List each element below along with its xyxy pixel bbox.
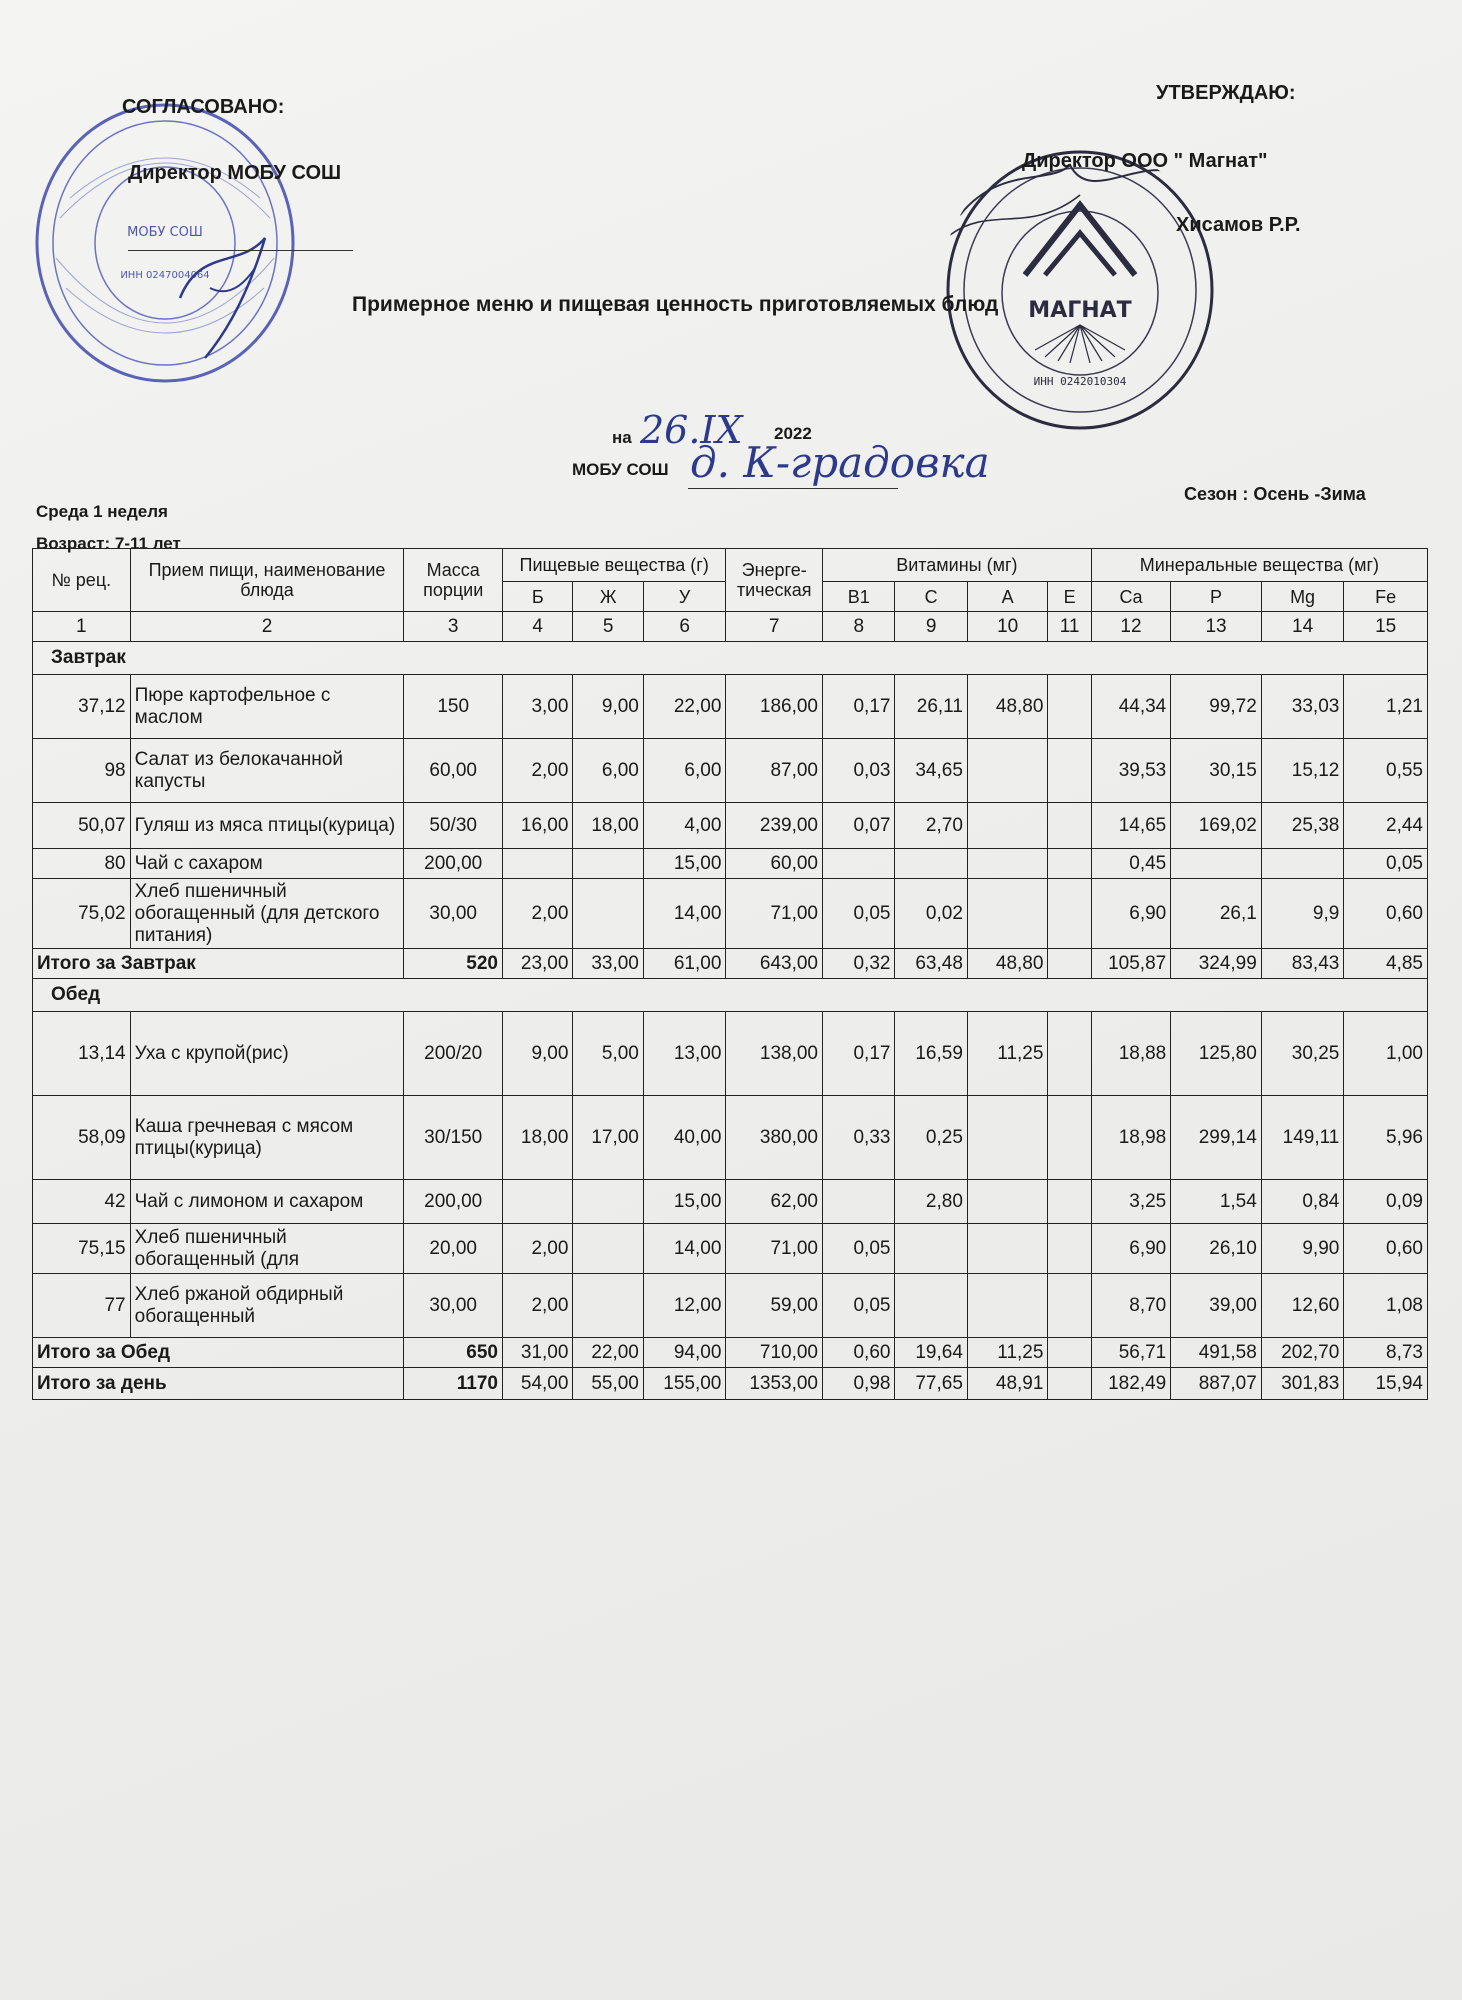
table-cell: 15,00	[643, 1180, 726, 1224]
table-cell: 50,07	[33, 803, 131, 849]
total-cell	[1048, 949, 1091, 979]
table-cell: 0,05	[823, 879, 895, 949]
table-cell: 2,00	[503, 1224, 573, 1274]
table-cell	[573, 1180, 643, 1224]
table-cell: 12,00	[643, 1274, 726, 1338]
column-number: 15	[1344, 612, 1428, 642]
table-cell: 0,02	[895, 879, 967, 949]
date-prefix: на	[612, 428, 632, 447]
header-b: Б	[503, 582, 573, 612]
header-a: А	[967, 582, 1048, 612]
table-cell: 125,80	[1171, 1012, 1262, 1096]
table-cell: 169,02	[1171, 803, 1262, 849]
table-cell	[1048, 1224, 1091, 1274]
total-cell: 887,07	[1171, 1368, 1262, 1400]
table-cell: 18,00	[503, 1096, 573, 1180]
table-cell	[573, 1224, 643, 1274]
handwritten-date: 26.IX	[640, 408, 743, 452]
table-cell: 33,03	[1261, 675, 1344, 739]
document-title: Примерное меню и пищевая ценность приготовляемых блюд	[352, 293, 999, 316]
table-cell: 9,90	[1261, 1224, 1344, 1274]
total-cell: 48,80	[967, 949, 1048, 979]
table-cell: 0,17	[823, 1012, 895, 1096]
svg-text:МАГНАТ: МАГНАТ	[1028, 298, 1132, 323]
table-cell	[1261, 849, 1344, 879]
table-cell: 6,00	[643, 739, 726, 803]
dish-name: Чай с сахаром	[130, 849, 404, 879]
header-fe: Fe	[1344, 582, 1428, 612]
company-stamp	[940, 145, 1220, 435]
dish-name: Хлеб пшеничный обогащенный (для детского питания)	[130, 879, 404, 949]
table-cell: 0,33	[823, 1096, 895, 1180]
column-number: 3	[404, 612, 503, 642]
table-cell: 1,21	[1344, 675, 1428, 739]
day-label: Среда 1 неделя	[36, 502, 168, 521]
total-cell: 491,58	[1171, 1338, 1262, 1368]
table-cell: 22,00	[643, 675, 726, 739]
table-cell: 58,09	[33, 1096, 131, 1180]
total-cell: 15,94	[1344, 1368, 1428, 1400]
table-cell: 39,53	[1091, 739, 1171, 803]
table-cell: 75,15	[33, 1224, 131, 1274]
dish-name: Уха с крупой(рис)	[130, 1012, 404, 1096]
total-mass: 650	[404, 1338, 503, 1368]
total-cell: 48,91	[967, 1368, 1048, 1400]
table-cell: 3,00	[503, 675, 573, 739]
table-cell: 0,09	[1344, 1180, 1428, 1224]
table-cell: 25,38	[1261, 803, 1344, 849]
table-cell: 98	[33, 739, 131, 803]
school-stamp	[30, 98, 300, 388]
table-cell: 48,80	[967, 675, 1048, 739]
table-cell: 6,90	[1091, 879, 1171, 949]
total-cell: 54,00	[503, 1368, 573, 1400]
table-cell: 0,60	[1344, 1224, 1428, 1274]
school-prefix: МОБУ СОШ	[572, 460, 669, 479]
table-cell: 0,45	[1091, 849, 1171, 879]
table-cell: 62,00	[726, 1180, 823, 1224]
table-row	[33, 1274, 1428, 1338]
table-cell: 9,00	[573, 675, 643, 739]
header-mg: Mg	[1261, 582, 1344, 612]
table-cell	[1048, 1012, 1091, 1096]
table-cell	[1171, 849, 1262, 879]
table-cell: 80	[33, 849, 131, 879]
total-cell: 105,87	[1091, 949, 1171, 979]
header-zh: Ж	[573, 582, 643, 612]
table-cell: 42	[33, 1180, 131, 1224]
column-number-row	[33, 612, 1428, 642]
table-cell: 6,90	[1091, 1224, 1171, 1274]
table-cell: 0,84	[1261, 1180, 1344, 1224]
column-number: 8	[823, 612, 895, 642]
table-cell: 30/150	[404, 1096, 503, 1180]
column-number: 14	[1261, 612, 1344, 642]
table-cell: 71,00	[726, 879, 823, 949]
table-cell: 12,60	[1261, 1274, 1344, 1338]
right-approver-name: Хисамов Р.Р.	[1176, 214, 1301, 236]
table-cell	[1048, 739, 1091, 803]
total-cell: 8,73	[1344, 1338, 1428, 1368]
table-cell	[503, 1180, 573, 1224]
table-cell: 87,00	[726, 739, 823, 803]
table-cell: 2,00	[503, 739, 573, 803]
total-mass: 1170	[404, 1368, 503, 1400]
total-cell: 33,00	[573, 949, 643, 979]
menu-table	[32, 548, 1428, 1400]
total-cell: 710,00	[726, 1338, 823, 1368]
total-row	[33, 1368, 1428, 1400]
table-cell: 8,70	[1091, 1274, 1171, 1338]
table-cell: 6,00	[573, 739, 643, 803]
table-cell: 3,25	[1091, 1180, 1171, 1224]
header-nutrients: Пищевые вещества (г)	[503, 549, 726, 582]
table-cell	[1048, 849, 1091, 879]
table-cell: 18,00	[573, 803, 643, 849]
total-label: Итого за день	[33, 1368, 404, 1400]
table-row	[33, 1096, 1428, 1180]
table-cell	[1048, 879, 1091, 949]
column-number: 7	[726, 612, 823, 642]
column-number: 9	[895, 612, 967, 642]
table-cell: 0,55	[1344, 739, 1428, 803]
table-cell: 44,34	[1091, 675, 1171, 739]
header-num: № рец.	[33, 549, 131, 612]
section-title: Завтрак	[33, 642, 1428, 675]
header-minerals: Минеральные вещества (мг)	[1091, 549, 1427, 582]
table-cell: 18,98	[1091, 1096, 1171, 1180]
table-cell	[967, 1180, 1048, 1224]
table-cell: 26,11	[895, 675, 967, 739]
table-cell: 1,08	[1344, 1274, 1428, 1338]
table-cell	[1048, 1180, 1091, 1224]
column-number: 12	[1091, 612, 1171, 642]
total-cell: 55,00	[573, 1368, 643, 1400]
column-number: 5	[573, 612, 643, 642]
total-row	[33, 949, 1428, 979]
section-row	[33, 642, 1428, 675]
table-cell: 37,12	[33, 675, 131, 739]
table-cell: 149,11	[1261, 1096, 1344, 1180]
table-cell: 77	[33, 1274, 131, 1338]
table-row	[33, 739, 1428, 803]
table-cell: 26,1	[1171, 879, 1262, 949]
total-cell: 22,00	[573, 1338, 643, 1368]
total-cell: 11,25	[967, 1338, 1048, 1368]
table-cell	[967, 1274, 1048, 1338]
table-cell: 75,02	[33, 879, 131, 949]
table-cell: 0,05	[823, 1224, 895, 1274]
column-number: 6	[643, 612, 726, 642]
table-cell	[895, 849, 967, 879]
table-cell: 2,70	[895, 803, 967, 849]
table-cell: 20,00	[404, 1224, 503, 1274]
total-cell: 202,70	[1261, 1338, 1344, 1368]
table-cell: 13,00	[643, 1012, 726, 1096]
table-cell: 39,00	[1171, 1274, 1262, 1338]
column-number: 13	[1171, 612, 1262, 642]
table-cell: 0,03	[823, 739, 895, 803]
header-e: Е	[1048, 582, 1091, 612]
total-cell: 61,00	[643, 949, 726, 979]
table-cell: 1,54	[1171, 1180, 1262, 1224]
table-cell	[573, 1274, 643, 1338]
dish-name: Хлеб ржаной обдирный обогащенный	[130, 1274, 404, 1338]
table-cell: 18,88	[1091, 1012, 1171, 1096]
table-cell: 30,00	[404, 879, 503, 949]
table-row	[33, 675, 1428, 739]
column-number: 11	[1048, 612, 1091, 642]
table-cell: 138,00	[726, 1012, 823, 1096]
table-cell: 0,05	[1344, 849, 1428, 879]
table-row	[33, 849, 1428, 879]
total-cell: 0,98	[823, 1368, 895, 1400]
table-cell: 0,05	[823, 1274, 895, 1338]
total-cell: 324,99	[1171, 949, 1262, 979]
table-cell	[967, 803, 1048, 849]
column-number: 10	[967, 612, 1048, 642]
table-cell: 16,59	[895, 1012, 967, 1096]
table-cell: 30,15	[1171, 739, 1262, 803]
table-row	[33, 1012, 1428, 1096]
table-cell	[503, 849, 573, 879]
total-cell: 0,32	[823, 949, 895, 979]
table-cell: 50/30	[404, 803, 503, 849]
table-row	[33, 1224, 1428, 1274]
table-row	[33, 879, 1428, 949]
total-cell: 4,85	[1344, 949, 1428, 979]
table-cell: 9,9	[1261, 879, 1344, 949]
table-cell: 150	[404, 675, 503, 739]
table-cell: 2,80	[895, 1180, 967, 1224]
table-row	[33, 803, 1428, 849]
header-mass: Масса порции	[404, 549, 503, 612]
column-number: 1	[33, 612, 131, 642]
total-cell: 301,83	[1261, 1368, 1344, 1400]
table-cell: 0,07	[823, 803, 895, 849]
table-cell	[967, 1224, 1048, 1274]
table-cell: 0,17	[823, 675, 895, 739]
table-cell: 30,25	[1261, 1012, 1344, 1096]
left-signature-line	[128, 250, 353, 251]
dish-name: Хлеб пшеничный обогащенный (для	[130, 1224, 404, 1274]
total-cell: 56,71	[1091, 1338, 1171, 1368]
table-cell: 30,00	[404, 1274, 503, 1338]
table-cell: 99,72	[1171, 675, 1262, 739]
table-cell	[573, 879, 643, 949]
table-cell: 1,00	[1344, 1012, 1428, 1096]
total-mass: 520	[404, 949, 503, 979]
table-cell	[967, 879, 1048, 949]
table-cell	[895, 1274, 967, 1338]
header-p: P	[1171, 582, 1262, 612]
table-cell: 26,10	[1171, 1224, 1262, 1274]
table-cell	[823, 849, 895, 879]
total-cell	[1048, 1368, 1091, 1400]
table-cell: 200/20	[404, 1012, 503, 1096]
table-cell	[967, 849, 1048, 879]
table-cell: 60,00	[726, 849, 823, 879]
total-cell: 643,00	[726, 949, 823, 979]
total-cell: 23,00	[503, 949, 573, 979]
total-cell: 19,64	[895, 1338, 967, 1368]
table-cell	[967, 1096, 1048, 1180]
right-approval-role: Директор ООО " Магнат"	[1022, 150, 1268, 172]
svg-text:ИНН 0247004064: ИНН 0247004064	[120, 270, 210, 281]
svg-text:МОБУ СОШ: МОБУ СОШ	[127, 225, 203, 240]
table-cell: 60,00	[404, 739, 503, 803]
table-cell: 71,00	[726, 1224, 823, 1274]
table-cell: 200,00	[404, 849, 503, 879]
table-cell	[1048, 803, 1091, 849]
header-b1: В1	[823, 582, 895, 612]
table-cell: 0,25	[895, 1096, 967, 1180]
header-u: У	[643, 582, 726, 612]
total-cell	[1048, 1338, 1091, 1368]
age-label: Возраст: 7-11 лет	[36, 534, 181, 553]
total-cell: 1353,00	[726, 1368, 823, 1400]
table-cell: 380,00	[726, 1096, 823, 1180]
table-cell: 14,00	[643, 879, 726, 949]
header-energy: Энерге-тическая	[726, 549, 823, 612]
table-cell: 186,00	[726, 675, 823, 739]
section-title: Обед	[33, 979, 1428, 1012]
header-vitamins: Витамины (мг)	[823, 549, 1092, 582]
dish-name: Пюре картофельное с маслом	[130, 675, 404, 739]
table-cell: 34,65	[895, 739, 967, 803]
column-number: 2	[130, 612, 404, 642]
svg-text:ИНН 0242010304: ИНН 0242010304	[1033, 375, 1127, 388]
total-cell: 155,00	[643, 1368, 726, 1400]
column-number: 4	[503, 612, 573, 642]
table-cell	[823, 1180, 895, 1224]
table-cell	[895, 1224, 967, 1274]
total-cell: 31,00	[503, 1338, 573, 1368]
table-cell: 299,14	[1171, 1096, 1262, 1180]
total-cell: 182,49	[1091, 1368, 1171, 1400]
total-row	[33, 1338, 1428, 1368]
table-cell: 239,00	[726, 803, 823, 849]
table-cell: 13,14	[33, 1012, 131, 1096]
table-cell: 5,00	[573, 1012, 643, 1096]
table-cell: 17,00	[573, 1096, 643, 1180]
table-cell: 5,96	[1344, 1096, 1428, 1180]
table-cell: 200,00	[404, 1180, 503, 1224]
total-cell: 94,00	[643, 1338, 726, 1368]
total-label: Итого за Завтрак	[33, 949, 404, 979]
right-approval-title: УТВЕРЖДАЮ:	[1156, 82, 1296, 104]
table-cell: 15,12	[1261, 739, 1344, 803]
table-cell: 2,44	[1344, 803, 1428, 849]
school-underline	[688, 488, 898, 489]
table-cell	[967, 739, 1048, 803]
dish-name: Гуляш из мяса птицы(курица)	[130, 803, 404, 849]
total-cell: 0,60	[823, 1338, 895, 1368]
table-cell: 9,00	[503, 1012, 573, 1096]
table-cell	[573, 849, 643, 879]
table-cell: 40,00	[643, 1096, 726, 1180]
table-cell: 2,00	[503, 879, 573, 949]
table-cell: 16,00	[503, 803, 573, 849]
table-row	[33, 1180, 1428, 1224]
table-cell: 59,00	[726, 1274, 823, 1338]
total-cell: 77,65	[895, 1368, 967, 1400]
header-ca: Ca	[1091, 582, 1171, 612]
table-cell: 14,65	[1091, 803, 1171, 849]
table-cell: 0,60	[1344, 879, 1428, 949]
total-label: Итого за Обед	[33, 1338, 404, 1368]
table-cell	[1048, 1096, 1091, 1180]
table-cell	[1048, 675, 1091, 739]
table-cell	[1048, 1274, 1091, 1338]
header-c: С	[895, 582, 967, 612]
dish-name: Салат из белокачанной капусты	[130, 739, 404, 803]
dish-name: Чай с лимоном и сахаром	[130, 1180, 404, 1224]
table-cell: 14,00	[643, 1224, 726, 1274]
table-cell: 15,00	[643, 849, 726, 879]
total-cell: 83,43	[1261, 949, 1344, 979]
left-approval-title: СОГЛАСОВАНО:	[122, 96, 285, 118]
dish-name: Каша гречневая с мясом птицы(курица)	[130, 1096, 404, 1180]
handwritten-school: д. К-градовка	[690, 438, 990, 487]
document-year: 2022	[774, 424, 812, 443]
table-cell: 4,00	[643, 803, 726, 849]
header-name: Прием пищи, наименование блюда	[130, 549, 404, 612]
table-cell: 2,00	[503, 1274, 573, 1338]
section-row	[33, 979, 1428, 1012]
table-cell: 11,25	[967, 1012, 1048, 1096]
left-approval-role: Директор МОБУ СОШ	[128, 162, 342, 184]
season-label: Сезон : Осень -Зима	[1184, 484, 1366, 504]
total-cell: 63,48	[895, 949, 967, 979]
